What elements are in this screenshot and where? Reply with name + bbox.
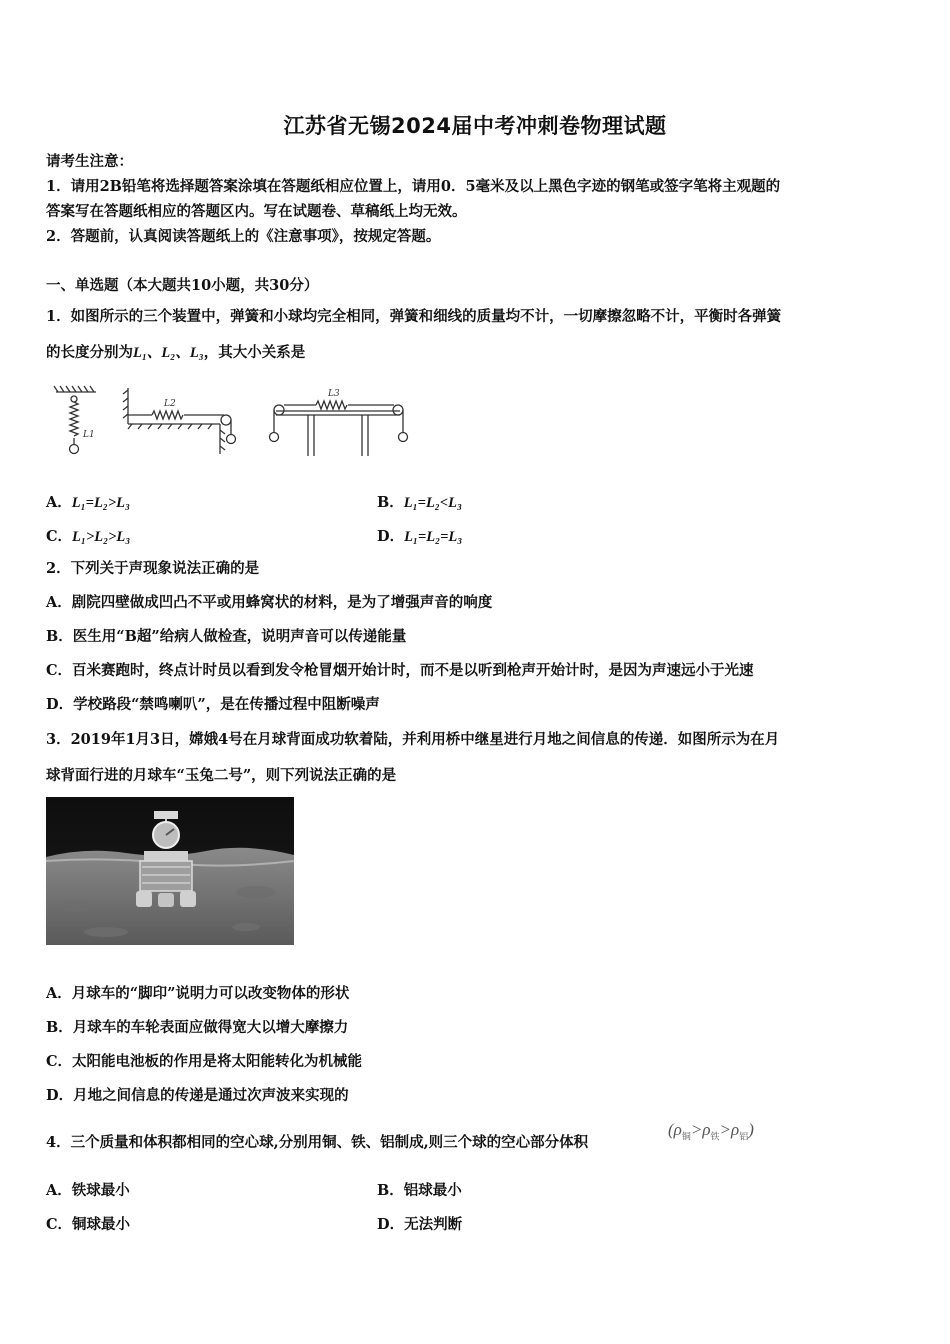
- formula-rho: ρ: [702, 1120, 711, 1139]
- formula-sub-iron: 铁: [710, 1131, 720, 1142]
- notice-line-1: 1．请用2B铅笔将选择题答案涂填在答题纸相应位置上，请用0．5毫米及以上黑色字迹的钢笔或签字笔将主观题的: [46, 178, 781, 195]
- q4-option-d[interactable]: [377, 1213, 462, 1234]
- formula-rho: ρ: [673, 1120, 682, 1139]
- q1-stem-prefix: 的长度分别为: [46, 344, 133, 361]
- option-text: 铜球最小: [72, 1216, 131, 1233]
- q2-option-d[interactable]: D．学校路段“禁鸣喇叭”，是在传播过程中阻断噪声: [46, 696, 380, 713]
- option-letter: B．: [377, 494, 404, 511]
- option-text: 铁球最小: [71, 1182, 130, 1199]
- notice-line-2: 答案写在答题纸相应的答题区内。写在试题卷、草稿纸上均无效。: [46, 203, 467, 220]
- option-letter: C．: [46, 528, 73, 545]
- option-letter: D．: [377, 1216, 405, 1233]
- option-letter: B．: [377, 1182, 404, 1199]
- option-text: 无法判断: [404, 1216, 463, 1233]
- q1-option-d[interactable]: [377, 525, 462, 546]
- q2-option-c[interactable]: C．百米赛跑时，终点计时员以看到发令枪冒烟开始计时，而不是以听到枪声开始计时，是因为声速远小于光速: [46, 662, 754, 679]
- q3-option-d[interactable]: D．月地之间信息的传递是通过次声波来实现的: [46, 1087, 349, 1104]
- formula-sub-copper: 铜: [681, 1131, 691, 1142]
- formula-rho: ρ: [731, 1120, 740, 1139]
- device-1-hanging: [54, 386, 96, 454]
- q2-stem: 2．下列关于声现象说法正确的是: [46, 560, 260, 577]
- option-text: L₁=L₂=L₃: [404, 529, 463, 545]
- option-letter: C．: [46, 1216, 73, 1233]
- q1-stem-vars: L₁、L₂、L₃: [133, 345, 204, 361]
- q1-stem-line2: [46, 343, 906, 363]
- label-L2: L2: [164, 399, 176, 409]
- formula-sub-aluminum: 铝: [739, 1131, 749, 1142]
- q4-option-c[interactable]: [46, 1213, 130, 1234]
- option-letter: A．: [46, 494, 72, 511]
- q1-option-b[interactable]: [377, 491, 462, 512]
- label-L1: L1: [83, 430, 95, 440]
- formula-gt: >: [719, 1120, 732, 1139]
- notice-line-3: 2．答题前，认真阅读答题纸上的《注意事项》，按规定答题。: [46, 228, 441, 245]
- q1-option-c[interactable]: [46, 525, 130, 546]
- lunar-rover-image: [46, 797, 294, 945]
- formula-paren: ): [748, 1120, 754, 1139]
- q3-option-a[interactable]: A．月球车的“脚印”说明力可以改变物体的形状: [46, 985, 350, 1002]
- section-heading: 一、单选题（本大题共10小题，共30分）: [46, 277, 319, 294]
- q1-stem-suffix: ，其大小关系是: [203, 344, 306, 361]
- q4-option-a[interactable]: [46, 1179, 130, 1200]
- option-text: 铝球最小: [403, 1182, 462, 1199]
- option-text: L₁>L₂>L₃: [72, 529, 131, 545]
- q2-option-b[interactable]: B．医生用“B超”给病人做检查，说明声音可以传递能量: [46, 628, 407, 645]
- q3-option-b[interactable]: B．月球车的车轮表面应做得宽大以增大摩擦力: [46, 1019, 349, 1036]
- q4-option-b[interactable]: [377, 1179, 462, 1200]
- notice-heading: 请考生注意：: [46, 153, 133, 170]
- lunar-rover-photo: [46, 797, 294, 945]
- formula-paren: (: [668, 1120, 674, 1139]
- q3-option-c[interactable]: C．太阳能电池板的作用是将太阳能转化为机械能: [46, 1053, 363, 1070]
- device-2-horizontal: [123, 388, 236, 454]
- option-letter: A．: [46, 1182, 72, 1199]
- device-3-table: [270, 389, 408, 456]
- q3-stem-line1: 3．2019年1月3日，嫦娥4号在月球背面成功软着陆，并利用桥中继星进行月地之间信息的传递．如图所示为在月: [46, 731, 780, 748]
- q1-stem-line1: 1．如图所示的三个装置中，弹簧和小球均完全相同，弹簧和细线的质量均不计，一切摩擦忽略不计，平衡时各弹簧: [46, 308, 782, 325]
- q1-option-a[interactable]: [46, 491, 130, 512]
- page-title: 江苏省无锡2024届中考冲刺卷物理试题: [283, 114, 667, 138]
- q1-spring-figure: [48, 380, 418, 464]
- option-text: L₁=L₂>L₃: [71, 495, 131, 511]
- q3-stem-line2: 球背面行进的月球车“玉兔二号”，则下列说法正确的是: [46, 767, 397, 784]
- formula-gt: >: [690, 1120, 703, 1139]
- q4-stem: 4．三个质量和体积都相同的空心球,分别用铜、铁、铝制成,则三个球的空心部分体积: [46, 1134, 589, 1151]
- option-letter: D．: [377, 528, 405, 545]
- q2-option-a[interactable]: A．剧院四壁做成凹凸不平或用蜂窝状的材料，是为了增强声音的响度: [46, 594, 493, 611]
- option-text: L₁=L₂<L₃: [403, 495, 463, 511]
- q4-density-formula: [668, 1120, 754, 1142]
- label-L3: L3: [328, 389, 340, 399]
